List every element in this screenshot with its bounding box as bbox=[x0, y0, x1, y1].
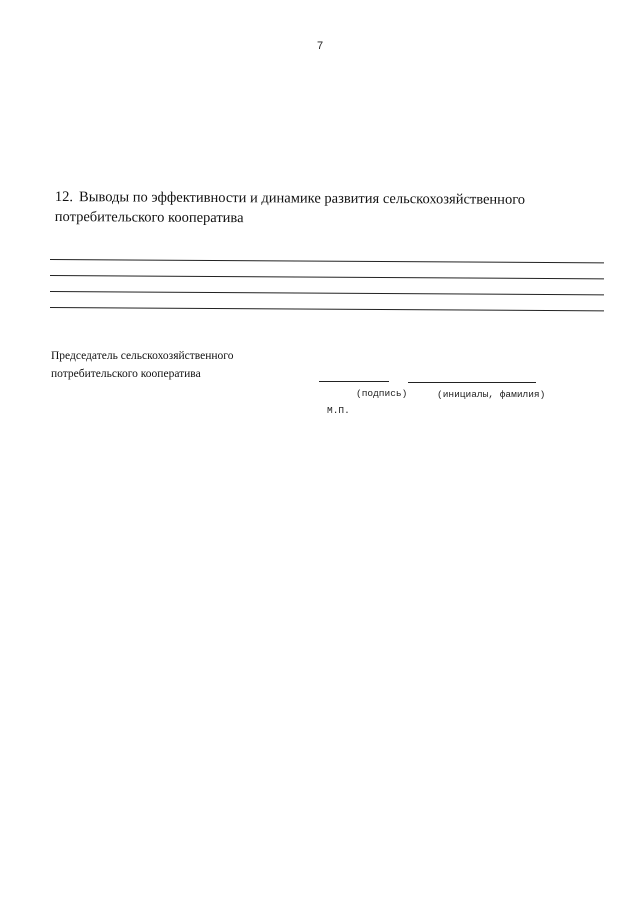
section-title-line-1: Выводы по эффективности и динамике развития сельскохозяйственного bbox=[79, 189, 526, 208]
answer-line-2 bbox=[50, 275, 604, 279]
answer-line-4 bbox=[50, 307, 604, 311]
answer-line-1 bbox=[50, 259, 604, 263]
signature-caption: (подпись) bbox=[356, 388, 408, 399]
answer-line-3 bbox=[50, 291, 604, 295]
name-line bbox=[408, 382, 536, 383]
section-number: 12. bbox=[54, 188, 74, 206]
signer-role-line-1: Председатель сельскохозяйственного bbox=[51, 350, 234, 362]
stamp-label: М.П. bbox=[327, 405, 350, 416]
signer-role-line-2: потребительского кооператива bbox=[51, 368, 201, 380]
name-caption: (инициалы, фамилия) bbox=[437, 389, 546, 400]
page-number: 7 bbox=[316, 40, 324, 52]
section-heading bbox=[55, 187, 575, 230]
section-title-line-2: потребительского кооператива bbox=[54, 208, 244, 227]
signer-role bbox=[51, 347, 311, 383]
signature-line bbox=[319, 381, 389, 382]
